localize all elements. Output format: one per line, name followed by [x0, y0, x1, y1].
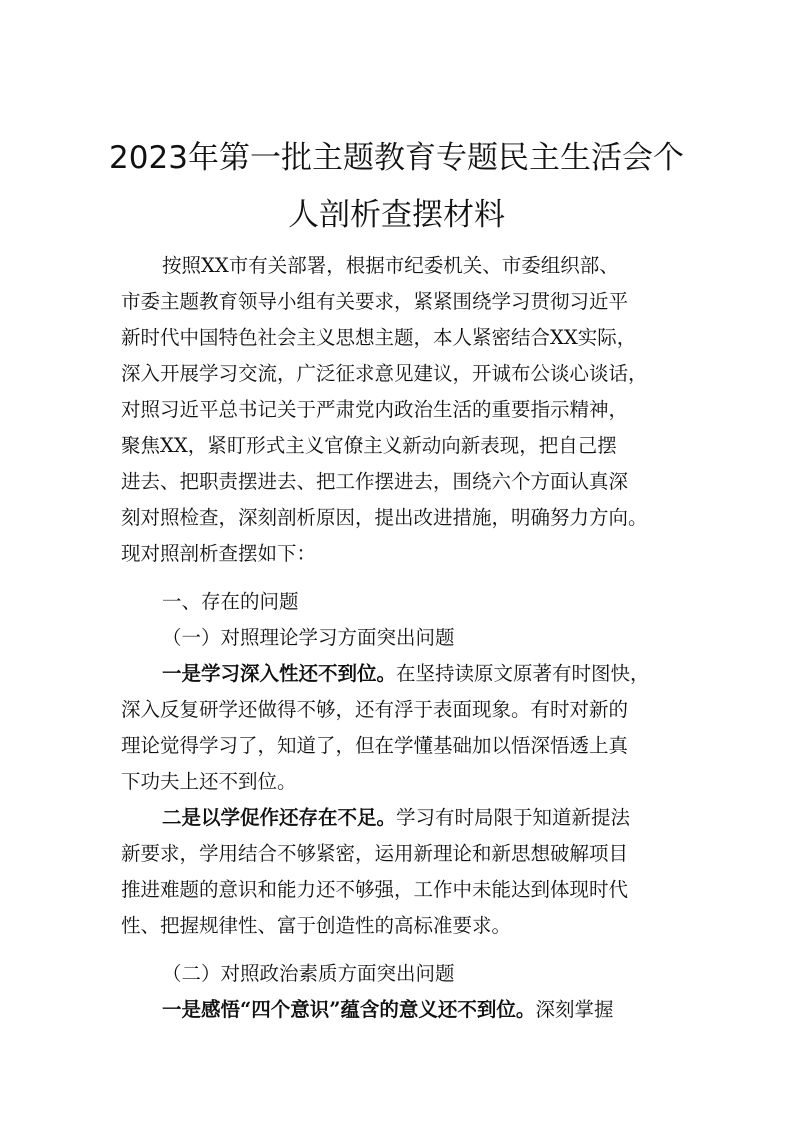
paragraph-first-line [121, 658, 681, 694]
intro-line: 进去、把职责摆进去、把工作摆进去，围绕六个方面认真深 [121, 470, 629, 493]
document-title-line-2: 人剖析查摆材料 [288, 197, 505, 233]
intro-line: 市委主题教育领导小组有关要求，紧紧围绕学习贯彻习近平 [121, 290, 629, 313]
paragraph-learning-depth [121, 658, 681, 802]
subsection-heading-theory: （一）对照理论学习方面突出问题 [162, 626, 455, 649]
paragraph-line: 新要求，学用结合不够紧密，运用新理论和新思想破解项目 [121, 842, 629, 865]
paragraph-text: 在坚持读原文原著有时图快， [396, 662, 650, 685]
intro-line: 按照XX市有关部署，根据市纪委机关、市委组织部、 [162, 254, 619, 277]
paragraph-learning-practice [121, 802, 681, 946]
section-heading-problems: 一、存在的问题 [162, 590, 299, 613]
paragraph-lead: 二是以学促作还存在不足。 [162, 806, 397, 829]
paragraph-first-line [121, 802, 681, 838]
paragraph-line: 深入反复研学还做得不够，还有浮于表面现象。有时对新的 [121, 698, 629, 721]
paragraph-line: 下功夫上还不到位。 [121, 770, 297, 793]
intro-paragraph [121, 250, 681, 574]
paragraph-line: 性、把握规律性、富于创造性的高标准要求。 [121, 914, 512, 937]
paragraph-lead: 一是学习深入性还不到位。 [162, 662, 397, 685]
intro-line: 深入开展学习交流，广泛征求意见建议，开诚布公谈心谈话， [121, 362, 648, 385]
intro-line: 现对照剖析查摆如下： [121, 542, 317, 565]
paragraph-text: 深刻掌握 [535, 998, 614, 1021]
paragraph-lead: 一是感悟“四个意识”蕴含的意义还不到位。 [162, 998, 536, 1021]
document-title-line-1: 2023年第一批主题教育专题民主生活会个 [109, 140, 684, 176]
intro-line: 新时代中国特色社会主义思想主题，本人紧密结合XX实际， [121, 326, 637, 349]
intro-line: 刻对照检查，深刻剖析原因，提出改进措施，明确努力方向。 [121, 506, 648, 529]
paragraph-four-consciousness [121, 994, 681, 1030]
paragraph-line: 推进难题的意识和能力还不够强，工作中未能达到体现时代 [121, 878, 629, 901]
paragraph-line: 理论觉得学习了，知道了，但在学懂基础加以悟深悟透上真 [121, 734, 629, 757]
paragraph-first-line [121, 994, 681, 1030]
paragraph-text: 学习有时局限于知道新提法 [396, 806, 631, 829]
intro-line: 聚焦XX，紧盯形式主义官僚主义新动向新表现，把自己摆 [121, 434, 617, 457]
subsection-heading-political: （二）对照政治素质方面突出问题 [162, 962, 455, 985]
intro-line: 对照习近平总书记关于严肃党内政治生活的重要指示精神， [121, 398, 629, 421]
